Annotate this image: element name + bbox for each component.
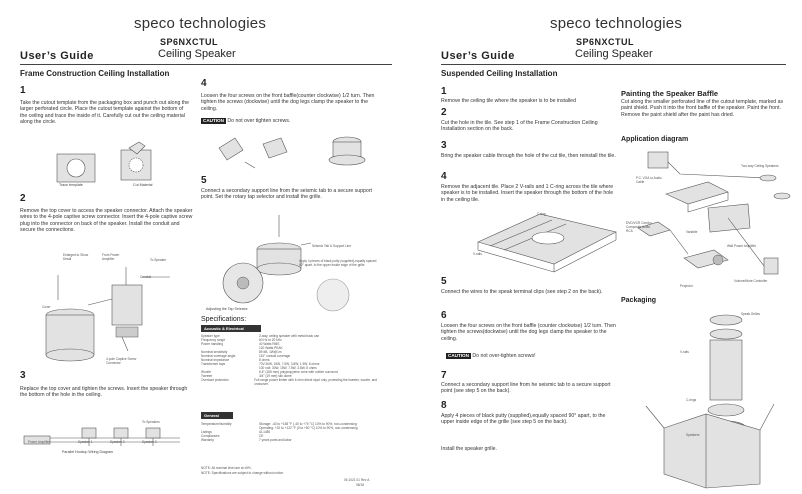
packaging-title: Packaging — [621, 297, 657, 304]
right-step-8-number: 8 — [441, 400, 447, 411]
spec-row: Listings UL1480 — [201, 430, 271, 434]
right-step-7-text: Connect a secondary support line from he seismic tab to a secure support point (see step 5 on the back). — [441, 382, 611, 395]
spec-row: Speaker type 2-way, ceiling speaker with metal back can — [201, 334, 320, 338]
label-putty: Apply 4 pieces of black putty (supplied),equally spaced 90° apart, to the upper inside edge of the grille. — [299, 259, 377, 267]
caution-text: Do not over-tighten screws! — [472, 353, 536, 359]
specs-note-2: NOTE: Specifications are subject to change without notice. — [201, 471, 284, 475]
left-header-rule — [20, 64, 392, 65]
specs-general-table — [201, 422, 381, 442]
label-trace-template: Trace template — [59, 183, 83, 187]
spec-row: Woofer 6.5" (165 mm) polypropylene cone with rubber surround — [201, 370, 338, 374]
right-section-title: Suspended Ceiling Installation — [441, 69, 558, 78]
left-step-3-text: Replace the top cover and tighten the screws. Insert the speaker through the bottom of the hole in the ceiling. — [20, 386, 188, 399]
label-c-ring: C-ring — [537, 212, 546, 216]
spec-row: Tweeter 3/4" (19 mm) silk dome — [201, 374, 292, 378]
label-projector: Projector — [680, 284, 693, 288]
right-step-4-text: Remove the adjacent tile. Place 2 V-rails and 1 C-ring across the tile where speaker is to be installed. Insert the speaker through the bottom of the hole in the ceiling tile. — [441, 184, 614, 203]
right-product-name: Ceiling Speaker — [575, 48, 653, 60]
left-model: SP6NXCTUL — [160, 37, 219, 47]
left-step-5-text: Connect a secondary support line from the seismic tab to a secure support point. Set the rotary tap selector and install the grille. — [201, 188, 372, 201]
label-speaker-1: Speaker 1 — [78, 440, 93, 444]
doc-number: 06 1021 01 Rev A — [344, 478, 370, 482]
spec-row: Transformer taps 70V:30W, 15W, 7.5W, 3.8W, 1.9W, 8 ohms — [201, 362, 320, 366]
spec-row: Frequency range 60 Hz to 20 kHz — [201, 338, 282, 342]
right-step-2-text: Cut the hole in the tile. See step 1 of the Frame Construction Ceiling Installation section on the back. — [441, 120, 598, 133]
spec-row: Nominal impedance 8 ohms — [201, 358, 270, 362]
right-step-1-number: 1 — [441, 86, 447, 97]
spec-row: Compliances CE — [201, 434, 264, 438]
label-pack-speakers: Speakers — [686, 433, 700, 437]
label-wall-amp: Wall Power Amplifier — [727, 244, 757, 248]
right-step-3-text: Bring the speaker cable through the hole of the cut tile, then reinstall the tile. — [441, 153, 616, 159]
label-variable: Variable — [686, 230, 698, 234]
spec-row: Nominal coverage angle 110° conical coverage — [201, 354, 291, 358]
left-step-3-number: 3 — [20, 370, 26, 381]
label-pc: P.C. VGA or Audio Cable — [636, 176, 662, 184]
painting-text: Cut along the smaller perforated line of the cutout template, marked as paint shield. Push it into the front baffle of the speaker. Paint the front. Remove the paint shield after the paint has dried. — [621, 99, 784, 118]
label-dvd: DVD/VCR Combo Composite Audio RCA — [626, 221, 652, 233]
label-twoway: Two-way Ceiling Speakers — [741, 164, 779, 168]
left-step-4-number: 4 — [201, 78, 207, 89]
left-caution — [201, 118, 290, 124]
label-tap: Adjusting the Tap Selector — [206, 307, 248, 311]
specs-general-bar: General — [201, 412, 233, 419]
connector-illustration — [30, 255, 190, 367]
label-v-rails: V-rails — [473, 252, 482, 256]
right-brand-logo: speco technologies — [550, 15, 683, 32]
label-pack-v-rails: V-rails — [680, 350, 689, 354]
right-model: SP6NXCTUL — [576, 37, 635, 47]
right-caution — [446, 353, 536, 359]
label-from-amp: From Power Amplifier — [102, 253, 120, 261]
label-pack-c-rings: C-rings — [686, 398, 697, 402]
label-speaker-2: Speaker 2 — [110, 440, 125, 444]
caution-text: Do not over tighten screws. — [227, 118, 291, 124]
left-step-2-text: Remove the top cover to access the speaker connector. Attach the speaker wires to the 4-pole captive screw connector. Insert the 4-pole captive screw plug into the connector on back of the speaker. Install the conduit and secure the connections. — [20, 208, 193, 234]
right-users-guide: User’s Guide — [441, 50, 515, 62]
left-product-name: Ceiling Speaker — [158, 48, 236, 60]
spec-row: Nominal sensitivity 89 dB, 1W@1m — [201, 350, 282, 354]
left-brand-logo: speco technologies — [134, 15, 267, 32]
painting-title: Painting the Speaker Baffle — [621, 89, 719, 98]
spec-row: 100 volt: 30W, 15W, 7.5W, 3.8W, 8 ohms — [259, 366, 317, 370]
spec-row: Operating: +32 to +122 °F (0 to +50 °C) 10% to 90%, non-condensing — [259, 426, 358, 430]
label-speak-grilles: Speak Grilles — [741, 312, 760, 316]
specs-title: Specifications: — [201, 316, 247, 323]
caution-badge: CAUTION — [203, 118, 224, 123]
specs-note-1: NOTE: All nominal level are at ±5%. — [201, 466, 252, 470]
label-captive: 4-pole Captive Screw Connector — [106, 357, 137, 365]
label-to-speaker: To Speaker — [150, 258, 167, 262]
right-step-2-number: 2 — [441, 107, 447, 118]
right-step-6-text: Loosen the four screws on the front baffle (counter clockwise) 1/2 turn. Then tighten the screws(dockwise) until the dog legs clamp the speaker to the ceiling. — [441, 323, 616, 342]
right-step-3-number: 3 — [441, 140, 447, 151]
left-step-4-text: Loosen the four screws on the front baffle(counter clockwise) 1/2 turn. Then tighten the screws (dockwise) until the dog legs clamp the speaker to the ceiling. — [201, 93, 375, 112]
right-step-8-text: Apply 4 pieces of black putty (supplied),equally spaced 90° apart, to the upper inside edge of the grille (see step 5 on the back). — [441, 413, 606, 426]
left-step-1-number: 1 — [20, 85, 26, 96]
install-grille-text: Install the speaker grille. — [441, 446, 497, 452]
spec-row: Warranty 7 years parts and labor — [201, 438, 292, 442]
left-step-2-number: 2 — [20, 193, 26, 204]
right-step-7-number: 7 — [441, 370, 447, 381]
wiring-caption: Parallel Hookup Wiring Diagram — [62, 450, 114, 454]
application-diagram — [618, 148, 794, 288]
packaging-illustration — [640, 310, 780, 490]
right-step-5-text: Connect the wires to the speak terminal clips (see step 2 on the back). — [441, 289, 603, 295]
left-users-guide: User’s Guide — [20, 50, 94, 62]
spec-row: Temperature/humidity Storage: -40 to +158 °F (-40 to +70 °C) 10% to 90%, non-condensing — [201, 422, 357, 426]
right-step-4-number: 4 — [441, 171, 447, 182]
label-conduit: Conduit — [140, 275, 151, 279]
right-step-1-text: Remove the ceiling tile where the speaker is to be installed — [441, 98, 576, 104]
spec-row: 120 Watts PEAK — [259, 346, 283, 350]
label-cut-material: Cut Material — [133, 183, 153, 187]
right-step-5-number: 5 — [441, 276, 447, 287]
left-step-5-number: 5 — [201, 175, 207, 186]
label-speaker-3: Speaker 3 — [142, 440, 157, 444]
label-volume: Volume/Mute Controller — [734, 279, 768, 283]
label-enlarged: Enlarged to Show Detail — [63, 253, 89, 261]
caution-badge: CAUTION — [448, 353, 469, 358]
app-diagram-title: Application diagram — [621, 136, 689, 143]
right-step-6-number: 6 — [441, 310, 447, 321]
label-to-speakers: To Speakers — [142, 420, 160, 424]
label-seismic: Seismic Tab & Support Line — [312, 244, 352, 248]
baffle-screws-illustration — [205, 128, 375, 174]
spec-row: Power handling 40 Watts RMS — [201, 342, 280, 346]
right-header-rule — [441, 64, 786, 65]
left-step-1-text: Take the cutout template from the packaging box and punch out along the larger perforated circle. Place the cutout template against the bottom of the ceiling and trace the inside of it. Carefully cut out the ceiling material along the circle. — [20, 100, 189, 126]
doc-date: 08/18 — [356, 483, 364, 487]
spec-row: Overload protection Full range power limiter with 6 ohm direct input only, protecting the tweeter, woofer, and crossover. — [201, 378, 378, 386]
left-section-title: Frame Construction Ceiling Installation — [20, 69, 170, 78]
label-power-amp: Power Amplifier — [28, 440, 51, 444]
specs-acoustic-bar: Acoustic & Electrical — [201, 325, 261, 332]
suspended-ceiling-illustration — [470, 212, 620, 274]
label-cover: Cover — [42, 305, 51, 309]
specs-acoustic-table — [201, 334, 381, 386]
